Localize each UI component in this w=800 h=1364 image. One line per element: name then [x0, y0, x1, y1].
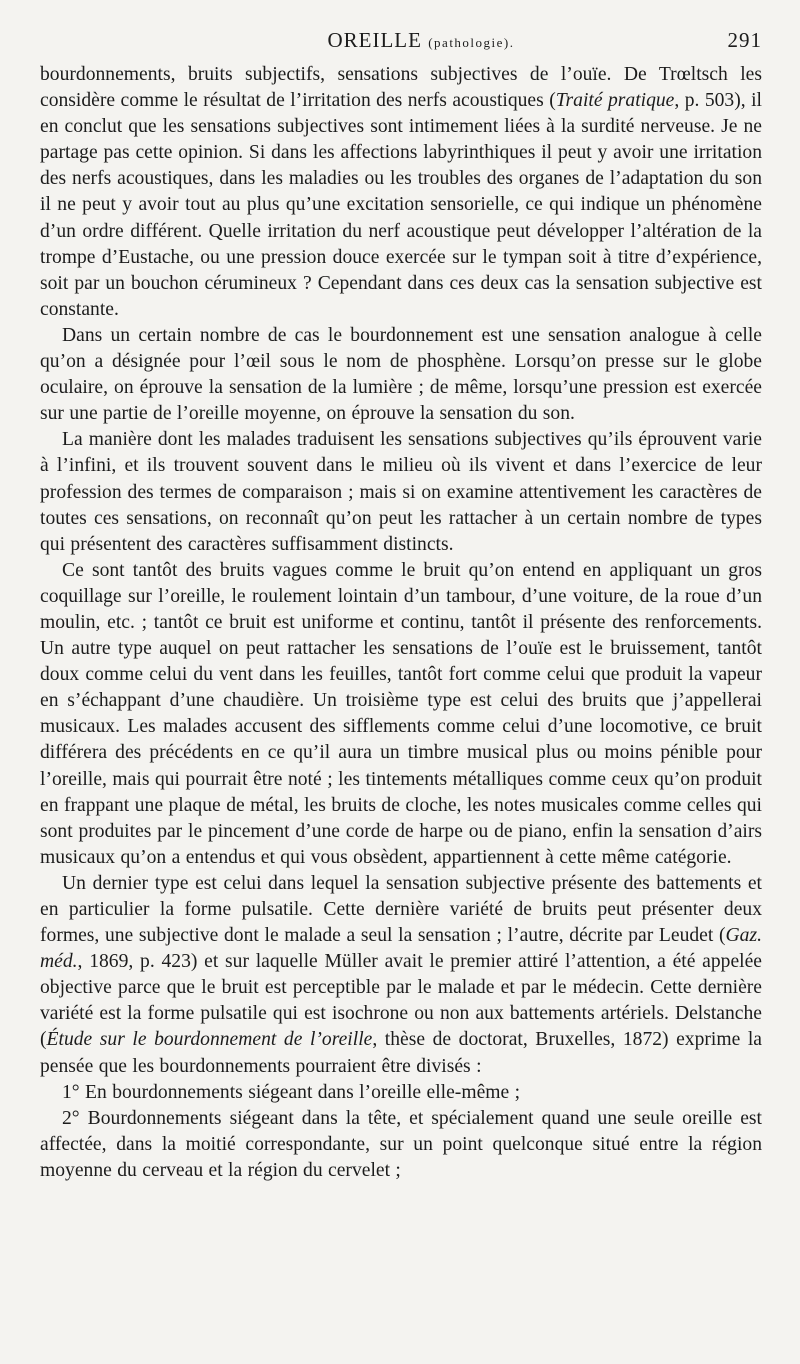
italic-citation: Gaz. méd.: [40, 925, 762, 973]
running-title: [327, 28, 514, 53]
running-title-subtitle: (pathologie).: [428, 35, 515, 50]
italic-citation: Traité pratique: [555, 90, 675, 112]
paragraph: [40, 1106, 762, 1184]
paragraph: [40, 871, 762, 1080]
text-run: 1° En bourdonnements siégeant dans l’oreille elle-même ;: [62, 1081, 521, 1103]
italic-citation: Étude sur le bourdonnement de l’oreille: [46, 1029, 373, 1051]
text-run: , 1869, p. 423) et sur laquelle Müller avait le premier attiré l’attention, a été appelée objective parce que le bruit est perceptible par le malade et par le médecin. Cette dernière variété est la forme pulsatile qui est isochrone ou non aux battements artériels. Delstanche (: [40, 951, 762, 1051]
book-page: [40, 28, 762, 1184]
text-run: , p. 503), il en conclut que les sensations subjectives sont intimement liées à la surdité nerveuse. Je ne partage pas cette opinion. Si dans les affections labyrinthiques il peut y avoir une irritation des nerfs acoustiques, dans les maladies ou les troubles des organes de l’adaptation du son il ne peut y avoir tout au plus qu’une excitation sensorielle, ce qui indique un phénomène d’un ordre différent. Quelle irritation du nerf acoustique peut développer l’altération de la trompe d’Eustache, ou une pression douce exercée sur le tympan soit à titre d’expérience, soit par un bouchon cérumineux ? Cependant dans ces deux cas la sensation subjective est constante.: [40, 90, 762, 320]
text-run: La manière dont les malades traduisent les sensations subjectives qu’ils éprouvent varie à l’infini, et ils trouvent souvent dans le milieu où ils vivent et dans l’exercice de leur profession des termes de comparaison ; mais si on examine attentivement les caractères de toutes ces sensations, on reconnaît qu’on peut les rattacher à un certain nombre de types qui présentent des caractères suffisamment distincts.: [40, 429, 762, 555]
running-title-main: OREILLE: [327, 28, 422, 52]
running-head: [40, 28, 762, 62]
paragraph: [40, 1080, 762, 1106]
text-run: , thèse de doctorat, Bruxelles, 1872) exprime la pensée que les bourdonnements pourraient être divisés :: [40, 1029, 763, 1077]
body-text: [40, 62, 762, 1184]
text-run: Dans un certain nombre de cas le bourdonnement est une sensation analogue à celle qu’on a désignée pour l’œil sous le nom de phosphène. Lorsqu’on presse sur le globe oculaire, on éprouve la sensation de la lumière ; de même, lorsqu’une pression est exercée sur une partie de l’oreille moyenne, on éprouve la sensation du son.: [40, 324, 762, 425]
text-run: bourdonnements, bruits subjectifs, sensations subjectives de l’ouïe. De Trœltsch les considère comme le résultat de l’irritation des nerfs acoustiques (: [40, 64, 762, 112]
paragraph: [40, 558, 762, 871]
page-number: 291: [727, 28, 762, 52]
text-run: 2° Bourdonnements siégeant dans la tête, et spécialement quand une seule oreille est affectée, dans la moitié correspondante, sur un point quelconque situé entre la région moyenne du cerveau et la région du cervelet ;: [40, 1107, 762, 1181]
paragraph: [40, 323, 762, 427]
text-run: Ce sont tantôt des bruits vagues comme le bruit qu’on entend en appliquant un gros coquillage sur l’oreille, le roulement lointain d’un tambour, d’une voiture, de la roue d’un moulin, etc. ; tantôt ce bruit est uniforme et continu, tantôt il présente des renforcements. Un autre type auquel on peut rattacher les sensations de l’ouïe est le bruissement, tantôt doux comme celui du vent dans les feuilles, tantôt fort comme celui que produit la vapeur en s’échappant d’une chaudière. Un troisième type est celui des bruits que j’appellerai musicaux. Les malades accusent des sifflements comme celui d’une locomotive, ce bruit différera des précédents en ce qu’il aura un timbre musical plus ou moins pénible pour l’oreille, mais qui pourrait être noté ; les tintements métalliques comme ceux qu’on produit en frappant une plaque de métal, les bruits de cloche, les notes musicales comme celles qui sont produites par le pincement d’une corde de harpe ou de piano, enfin la sensation d’airs musicaux qu’on a entendus et qui vous obsèdent, appartiennent à cette même catégorie.: [40, 559, 762, 868]
paragraph: [40, 62, 762, 323]
paragraph: [40, 427, 762, 557]
text-run: Un dernier type est celui dans lequel la sensation subjective présente des battements et en particulier la forme pulsatile. Cette dernière variété de bruits peut présenter deux formes, une subjective dont le malade a seul la sensation ; l’autre, décrite par Leudet (: [40, 872, 762, 947]
